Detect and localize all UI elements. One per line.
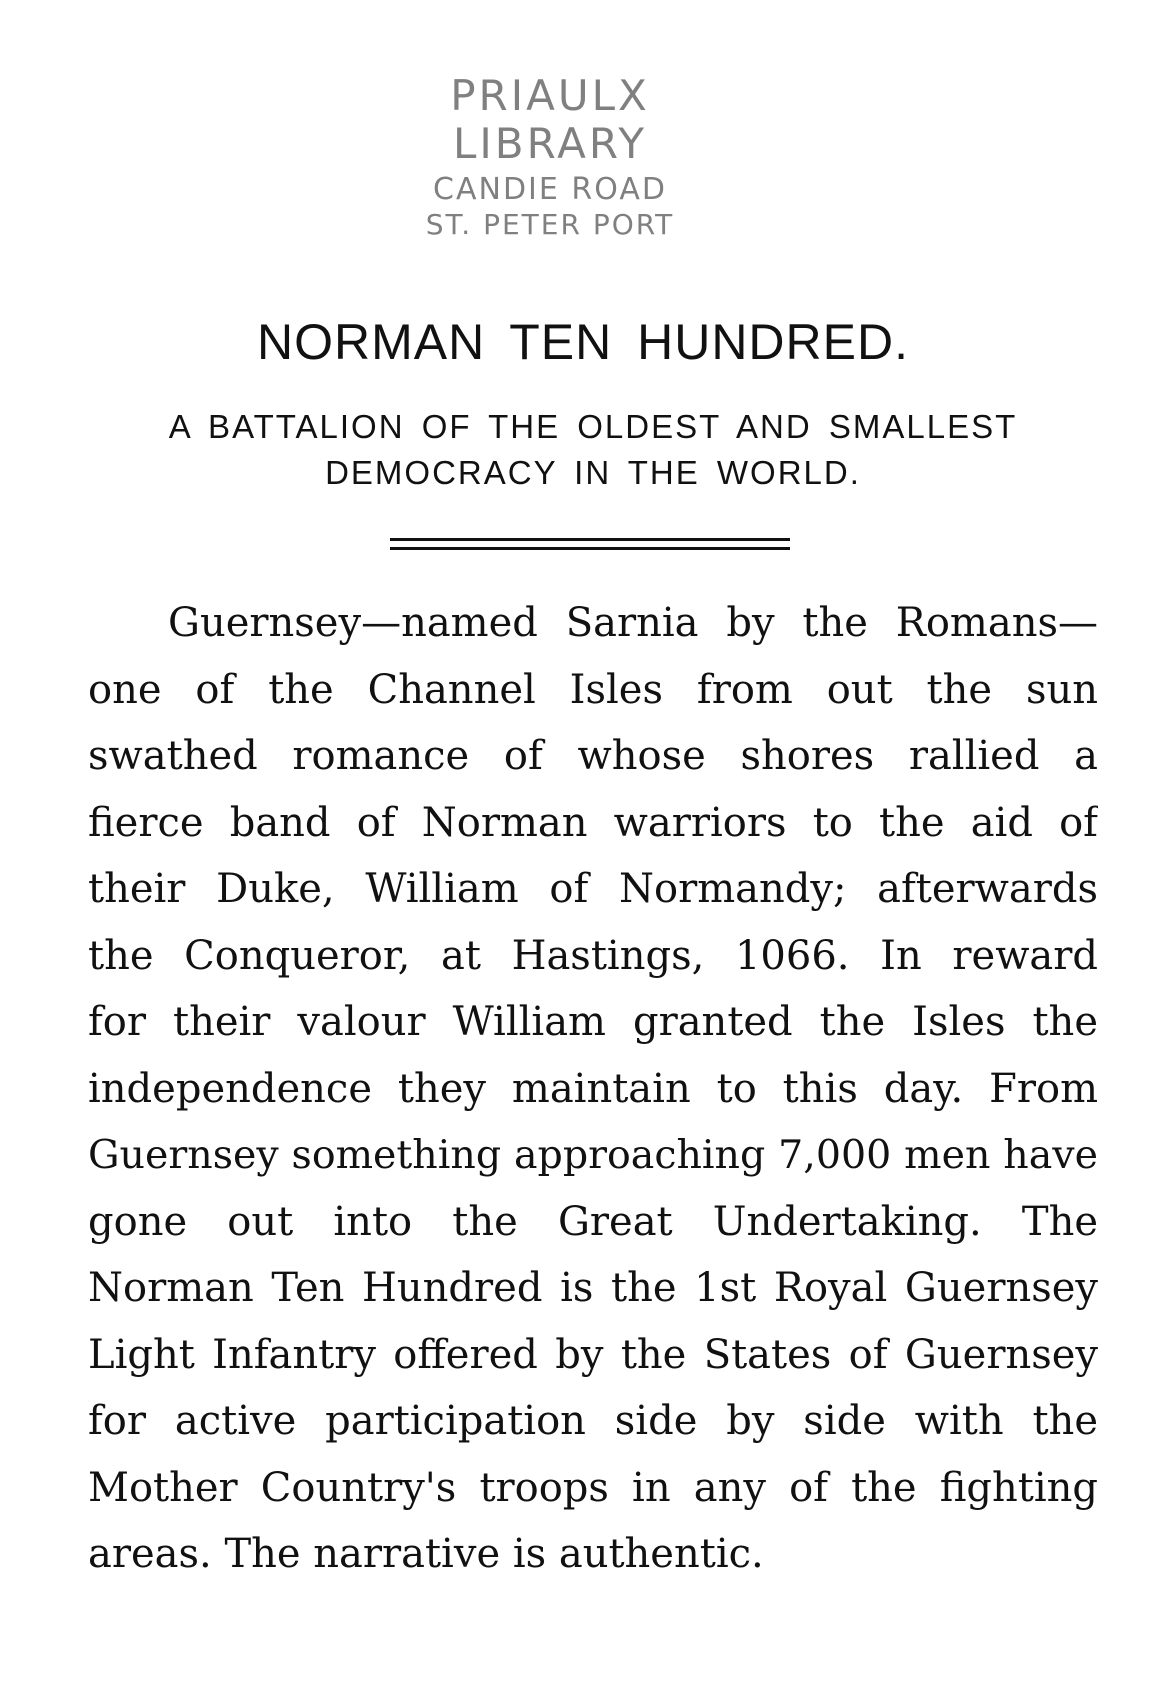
stamp-line-library: PRIAULX LIBRARY — [450, 71, 650, 168]
library-stamp — [350, 72, 750, 242]
body-line: for their valour William granted the Isles the — [88, 999, 1098, 1045]
body-line: Guernsey—named Sarnia by the Romans— — [168, 600, 1098, 646]
body-line: Norman Ten Hundred is the 1st Royal Guernsey — [88, 1265, 1098, 1311]
body-line: Light Infantry offered by the States of Guernsey — [88, 1331, 1098, 1378]
body-line: independence they maintain to this day. From — [88, 1065, 1098, 1112]
page-title: NORMAN TEN HUNDRED. — [257, 314, 909, 370]
body-line: swathed romance of whose shores rallied a — [88, 733, 1098, 779]
body-line: areas. The narrative is authentic. — [88, 1531, 764, 1577]
stamp-line-town: ST. PETER PORT — [425, 208, 675, 241]
body-line: the Conqueror, at Hastings, 1066. In reward — [88, 932, 1098, 979]
body-line: one of the Channel Isles from out the sun — [88, 666, 1098, 713]
body-line: their Duke, William of Normandy; afterwards — [88, 866, 1098, 912]
body-paragraph — [88, 590, 1098, 1588]
body-line: for active participation side by side with the — [88, 1398, 1098, 1444]
body-line: fierce band of Norman warriors to the aid of — [88, 799, 1098, 846]
stamp-line-road: CANDIE ROAD — [433, 172, 667, 207]
body-line: Guernsey something approaching 7,000 men have — [88, 1132, 1098, 1178]
double-rule-divider — [390, 538, 790, 550]
page-subtitle: A BATTALION OF THE OLDEST AND SMALLEST DEMOCRACY IN THE WORLD. — [168, 408, 1018, 491]
body-line: gone out into the Great Undertaking. The — [88, 1198, 1098, 1245]
body-line: Mother Country's troops in any of the fighting — [88, 1464, 1098, 1511]
